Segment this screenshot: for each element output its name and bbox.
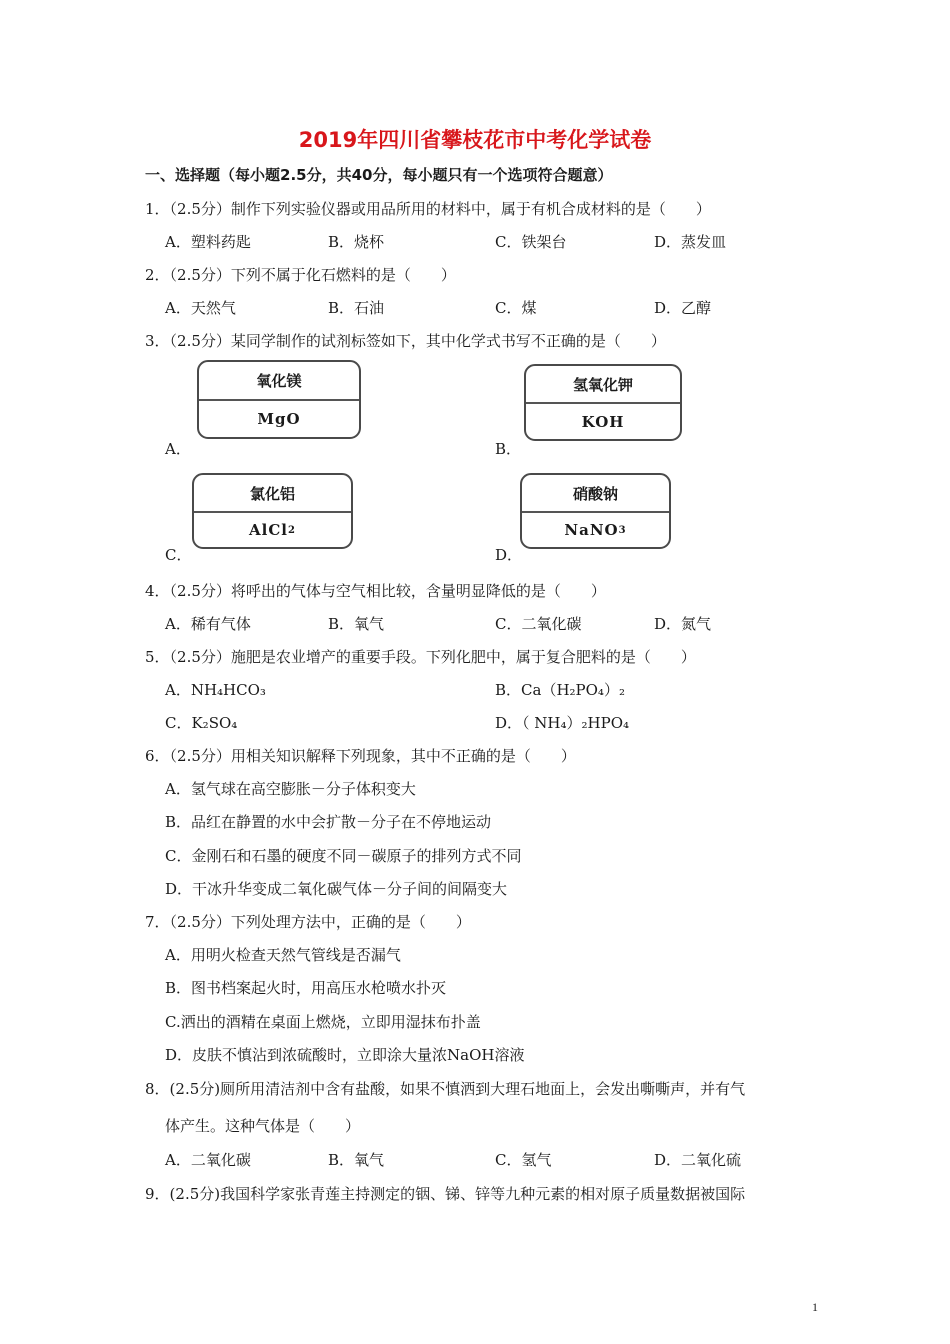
q6-option-a: A．氢气球在高空膨胀－分子体积变大 [165,780,416,798]
reagent-label-d [520,473,671,549]
q4-option-c: C．二氧化碳 [495,615,582,633]
q6-option-c: C．金刚石和石墨的硬度不同－碳原子的排列方式不同 [165,847,522,865]
label-d-formula-text: NaNO [564,521,619,539]
question-2-stem: 2．（2.5分）下列不属于化石燃料的是（ ） [145,266,456,284]
label-d-formula [522,513,669,547]
q5-option-b: B．Ca（H₂PO₄）₂ [495,681,625,699]
q3-option-d-letter: D． [495,546,523,564]
label-c-formula-text: AlCl [249,521,288,539]
question-8-stem-line1: 8．(2.5分)厕所用清洁剂中含有盐酸，如果不慎洒到大理石地面上，会发出嘶嘶声，并有气 [145,1080,746,1098]
q7-option-c: C.洒出的酒精在桌面上燃烧，立即用湿抹布扑盖 [165,1013,481,1031]
q2-option-b: B．石油 [328,299,385,317]
q1-option-b: B．烧杯 [328,233,385,251]
q3-option-a-letter: A． [165,440,191,458]
q1-option-a: A．塑料药匙 [165,233,251,251]
q5-option-d: D．（ NH₄）₂HPO₄ [495,714,630,732]
q5-option-a: A．NH₄HCO₃ [165,681,266,699]
page-number: 1 [812,1300,818,1314]
q8-option-d: D．二氧化硫 [654,1151,742,1169]
q3-option-c-letter: C． [165,546,192,564]
label-d-formula-subscript: 3 [618,524,627,536]
q7-option-a: A．用明火检查天然气管线是否漏气 [165,946,401,964]
q1-option-c: C．铁架台 [495,233,567,251]
reagent-label-a [197,360,361,439]
question-4-stem: 4．（2.5分）将呼出的气体与空气相比较，含量明显降低的是（ ） [145,582,606,600]
section-header: 一、选择题（每小题2.5分，共40分，每小题只有一个选项符合题意） [145,166,613,184]
label-b-name: 氢氧化钾 [526,366,680,404]
question-8-stem-line2: 体产生。这种气体是（ ） [165,1117,361,1135]
q4-option-a: A．稀有气体 [165,615,251,633]
q7-option-d: D．皮肤不慎沾到浓硫酸时，立即涂大量浓NaOH溶液 [165,1046,525,1064]
q8-option-a: A．二氧化碳 [165,1151,251,1169]
label-a-formula: MgO [257,410,301,428]
question-5-stem: 5．（2.5分）施肥是农业增产的重要手段。下列化肥中，属于复合肥料的是（ ） [145,648,696,666]
question-7-stem: 7．（2.5分）下列处理方法中，正确的是（ ） [145,913,471,931]
label-a-name: 氧化镁 [199,362,359,401]
q3-option-b-letter: B． [495,440,522,458]
q4-option-b: B．氧气 [328,615,385,633]
q5-option-c: C．K₂SO₄ [165,714,238,732]
q7-option-b: B．图书档案起火时，用高压水枪喷水扑灭 [165,979,447,997]
q6-option-d: D．干冰升华变成二氧化碳气体－分子间的间隔变大 [165,880,508,898]
q4-option-d: D．氮气 [654,615,712,633]
question-1-stem: 1．（2.5分）制作下列实验仪器或用品所用的材料中，属于有机合成材料的是（ ） [145,200,711,218]
reagent-label-c [192,473,353,549]
reagent-label-b [524,364,682,441]
question-3-stem: 3．（2.5分）某同学制作的试剂标签如下，其中化学式书写不正确的是（ ） [145,332,666,350]
question-6-stem: 6．（2.5分）用相关知识解释下列现象，其中不正确的是（ ） [145,747,576,765]
question-9-stem: 9．(2.5分)我国科学家张青莲主持测定的铟、锑、锌等九种元素的相对原子质量数据被国际 [145,1185,746,1203]
label-c-formula [194,513,351,547]
q8-option-b: B．氧气 [328,1151,385,1169]
q2-option-d: D．乙醇 [654,299,712,317]
q8-option-c: C．氢气 [495,1151,552,1169]
q2-option-c: C．煤 [495,299,537,317]
label-c-name: 氯化铝 [194,475,351,513]
label-b-formula: KOH [581,412,625,431]
q2-option-a: A．天然气 [165,299,236,317]
label-d-name: 硝酸钠 [522,475,669,513]
label-c-formula-subscript: 2 [288,524,296,536]
q6-option-b: B．品红在静置的水中会扩散－分子在不停地运动 [165,813,492,831]
page-title: 2019年四川省攀枝花市中考化学试卷 [298,128,652,152]
q1-option-d: D．蒸发皿 [654,233,727,251]
